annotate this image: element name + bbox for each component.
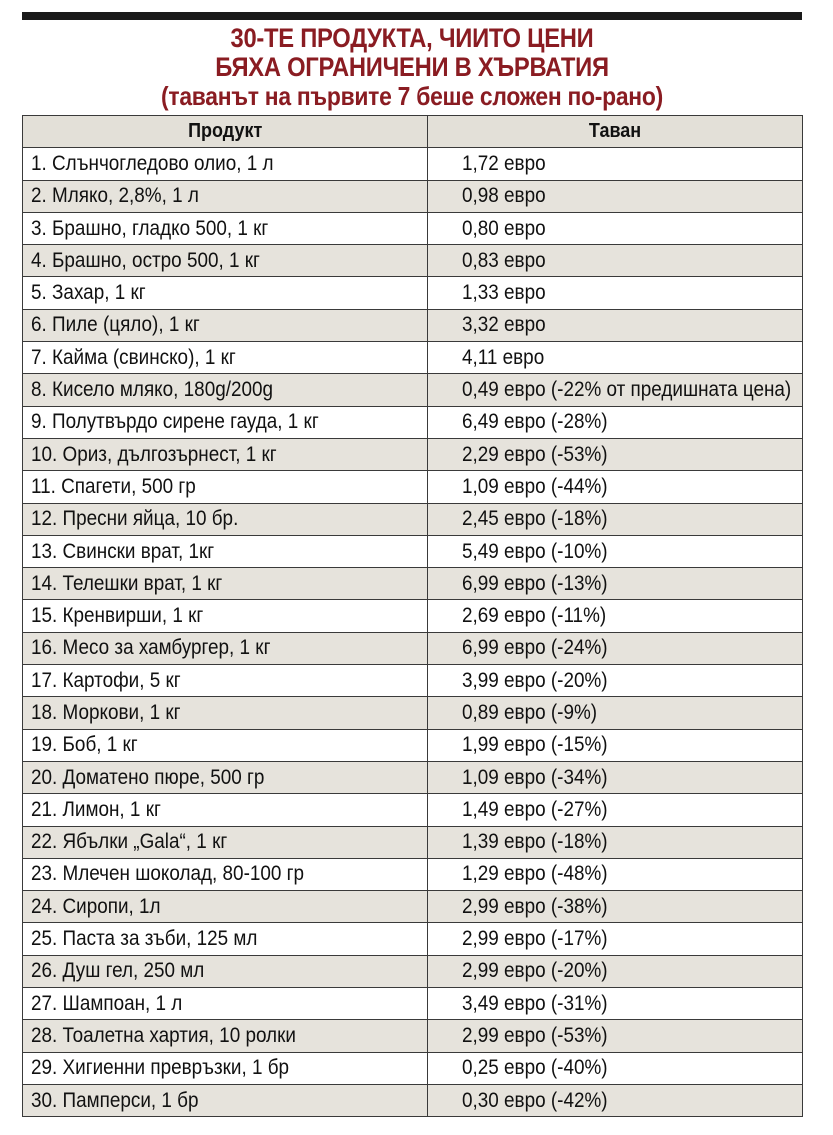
table-row [23, 1052, 803, 1084]
price-ceiling-cell: 6,99 евро (-24%) [428, 632, 803, 664]
table-row [23, 406, 803, 438]
table-body [23, 148, 803, 1117]
table-row [23, 697, 803, 729]
price-ceiling-cell: 0,49 евро (-22% от предишната цена) [428, 374, 803, 406]
product-name-cell: 23. Млечен шоколад, 80-100 гр [23, 858, 428, 890]
product-name-cell: 4. Брашно, остро 500, 1 кг [23, 245, 428, 277]
price-ceiling-cell: 1,39 евро (-18%) [428, 826, 803, 858]
product-name-cell: 29. Хигиенни превръзки, 1 бр [23, 1052, 428, 1084]
product-name-cell: 2. Мляко, 2,8%, 1 л [23, 180, 428, 212]
top-rule [22, 12, 802, 20]
price-ceiling-cell: 5,49 евро (-10%) [428, 535, 803, 567]
table-row [23, 665, 803, 697]
product-name-cell: 10. Ориз, дългозърнест, 1 кг [23, 438, 428, 470]
header-ceiling: Таван [428, 116, 803, 148]
product-name-cell: 17. Картофи, 5 кг [23, 665, 428, 697]
table-row [23, 891, 803, 923]
price-ceiling-cell: 1,33 евро [428, 277, 803, 309]
table-row [23, 374, 803, 406]
price-ceiling-cell: 6,49 евро (-28%) [428, 406, 803, 438]
table-row [23, 309, 803, 341]
price-ceiling-cell: 0,30 евро (-42%) [428, 1084, 803, 1116]
price-ceiling-cell: 1,09 евро (-44%) [428, 471, 803, 503]
table-row [23, 277, 803, 309]
product-name-cell: 14. Телешки врат, 1 кг [23, 568, 428, 600]
product-name-cell: 24. Сиропи, 1л [23, 891, 428, 923]
table-row [23, 858, 803, 890]
title-line-1: 30-ТЕ ПРОДУКТА, ЧИИТО ЦЕНИ [230, 23, 594, 53]
price-ceiling-cell: 0,98 евро [428, 180, 803, 212]
table-row [23, 438, 803, 470]
table-row [23, 1084, 803, 1116]
product-name-cell: 20. Доматено пюре, 500 гр [23, 761, 428, 793]
product-name-cell: 1. Слънчогледово олио, 1 л [23, 148, 428, 180]
price-ceiling-table [22, 115, 803, 1117]
price-ceiling-cell: 2,99 евро (-20%) [428, 955, 803, 987]
product-name-cell: 15. Кренвирши, 1 кг [23, 600, 428, 632]
table-row [23, 212, 803, 244]
product-name-cell: 16. Месо за хамбургер, 1 кг [23, 632, 428, 664]
price-ceiling-cell: 2,29 евро (-53%) [428, 438, 803, 470]
table-row [23, 632, 803, 664]
price-ceiling-cell: 2,99 евро (-53%) [428, 1020, 803, 1052]
product-name-cell: 8. Кисело мляко, 180g/200g [23, 374, 428, 406]
price-ceiling-cell: 4,11 евро [428, 342, 803, 374]
price-ceiling-cell: 2,45 евро (-18%) [428, 503, 803, 535]
price-ceiling-cell: 0,80 евро [428, 212, 803, 244]
price-ceiling-cell: 1,99 евро (-15%) [428, 729, 803, 761]
table-row [23, 342, 803, 374]
product-name-cell: 30. Памперси, 1 бр [23, 1084, 428, 1116]
price-ceiling-cell: 0,89 евро (-9%) [428, 697, 803, 729]
table-row [23, 729, 803, 761]
product-name-cell: 13. Свински врат, 1кг [23, 535, 428, 567]
table-row [23, 1020, 803, 1052]
price-ceiling-cell: 2,69 евро (-11%) [428, 600, 803, 632]
header-product: Продукт [23, 116, 428, 148]
table-row [23, 148, 803, 180]
price-ceiling-cell: 0,25 евро (-40%) [428, 1052, 803, 1084]
table-row [23, 245, 803, 277]
product-name-cell: 12. Пресни яйца, 10 бр. [23, 503, 428, 535]
product-name-cell: 5. Захар, 1 кг [23, 277, 428, 309]
price-ceiling-cell: 1,72 евро [428, 148, 803, 180]
price-ceiling-cell: 1,29 евро (-48%) [428, 858, 803, 890]
price-ceiling-cell: 0,83 евро [428, 245, 803, 277]
product-name-cell: 3. Брашно, гладко 500, 1 кг [23, 212, 428, 244]
price-ceiling-cell: 1,49 евро (-27%) [428, 794, 803, 826]
price-ceiling-cell: 6,99 евро (-13%) [428, 568, 803, 600]
table-row [23, 761, 803, 793]
table-row [23, 794, 803, 826]
price-ceiling-cell: 3,49 евро (-31%) [428, 988, 803, 1020]
product-name-cell: 27. Шампоан, 1 л [23, 988, 428, 1020]
product-name-cell: 26. Душ гел, 250 мл [23, 955, 428, 987]
table-row [23, 535, 803, 567]
table-row [23, 955, 803, 987]
product-name-cell: 21. Лимон, 1 кг [23, 794, 428, 826]
table-row [23, 180, 803, 212]
table-row [23, 600, 803, 632]
title-subtitle: (таванът на първите 7 беше сложен по-рано) [161, 81, 663, 111]
price-ceiling-cell: 3,99 евро (-20%) [428, 665, 803, 697]
price-ceiling-cell: 1,09 евро (-34%) [428, 761, 803, 793]
title-line-2: БЯХА ОГРАНИЧЕНИ В ХЪРВАТИЯ [215, 52, 609, 82]
table-header-row [23, 116, 803, 148]
product-name-cell: 7. Кайма (свинско), 1 кг [23, 342, 428, 374]
product-name-cell: 22. Ябълки „Gala“, 1 кг [23, 826, 428, 858]
table-row [23, 568, 803, 600]
table-row [23, 988, 803, 1020]
price-ceiling-cell: 2,99 евро (-38%) [428, 891, 803, 923]
table-row [23, 503, 803, 535]
table-row [23, 923, 803, 955]
product-name-cell: 28. Тоалетна хартия, 10 ролки [23, 1020, 428, 1052]
price-ceiling-cell: 3,32 евро [428, 309, 803, 341]
title-block [22, 24, 802, 111]
product-name-cell: 11. Спагети, 500 гр [23, 471, 428, 503]
table-row [23, 826, 803, 858]
product-name-cell: 6. Пиле (цяло), 1 кг [23, 309, 428, 341]
product-name-cell: 25. Паста за зъби, 125 мл [23, 923, 428, 955]
product-name-cell: 19. Боб, 1 кг [23, 729, 428, 761]
price-ceiling-cell: 2,99 евро (-17%) [428, 923, 803, 955]
table-row [23, 471, 803, 503]
product-name-cell: 18. Моркови, 1 кг [23, 697, 428, 729]
product-name-cell: 9. Полутвърдо сирене гауда, 1 кг [23, 406, 428, 438]
